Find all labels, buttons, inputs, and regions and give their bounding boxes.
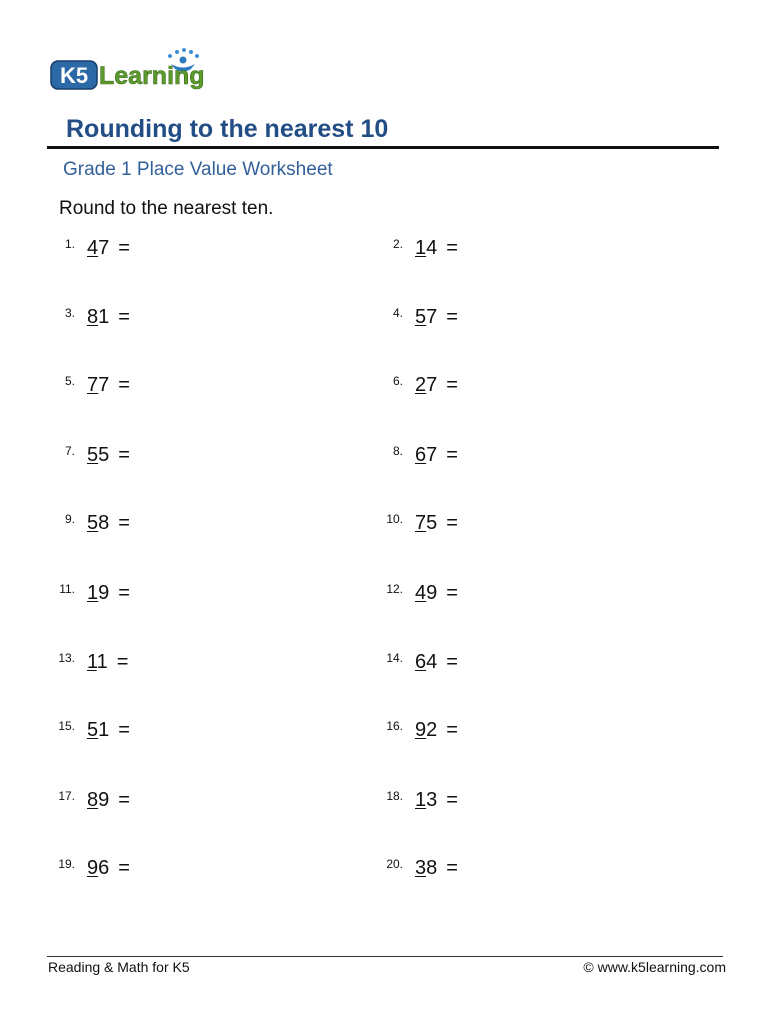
- svg-text:K5: K5: [59, 63, 89, 88]
- equals-sign: =: [446, 237, 458, 259]
- tens-digit: 5: [87, 512, 99, 534]
- ones-digit: 7: [426, 374, 438, 396]
- problem-expression: [87, 789, 130, 812]
- problem-expression: [87, 512, 130, 535]
- tens-digit: 4: [87, 237, 99, 259]
- problem-number: 14.: [386, 651, 403, 665]
- equals-sign: =: [118, 512, 130, 534]
- tens-digit: 5: [415, 306, 427, 328]
- problem-number: 18.: [386, 789, 403, 803]
- k5-learning-logo: [50, 47, 222, 97]
- problem-number: 8.: [392, 444, 403, 458]
- equals-sign: =: [446, 582, 458, 604]
- equals-sign: =: [446, 374, 458, 396]
- problem-number: 6.: [392, 374, 403, 388]
- problem-expression: [87, 651, 128, 674]
- ones-digit: 8: [426, 857, 438, 879]
- problem-number: 15.: [58, 719, 75, 733]
- problem-number: 5.: [64, 374, 75, 388]
- footer-tagline: Reading & Math for K5: [48, 959, 190, 975]
- ones-digit: 2: [426, 719, 438, 741]
- problem-number: 16.: [386, 719, 403, 733]
- page-title: Rounding to the nearest 10: [66, 115, 389, 143]
- tens-digit: 2: [415, 374, 427, 396]
- equals-sign: =: [118, 789, 130, 811]
- tens-digit: 7: [87, 374, 99, 396]
- tens-digit: 1: [87, 651, 97, 673]
- problem-number: 17.: [58, 789, 75, 803]
- problem-expression: [87, 444, 130, 467]
- instructions: Round to the nearest ten.: [59, 198, 274, 219]
- equals-sign: =: [118, 444, 130, 466]
- tens-digit: 9: [415, 719, 427, 741]
- problem-number: 4.: [392, 306, 403, 320]
- equals-sign: =: [118, 582, 130, 604]
- ones-digit: 9: [98, 582, 110, 604]
- equals-sign: =: [118, 857, 130, 879]
- problem-number: 10.: [386, 512, 403, 526]
- worksheet-subtitle: Grade 1 Place Value Worksheet: [63, 159, 333, 180]
- equals-sign: =: [446, 651, 458, 673]
- problem-expression: [87, 719, 130, 742]
- problem-number: 1.: [64, 237, 75, 251]
- ones-digit: 7: [426, 444, 438, 466]
- problem-number: 13.: [58, 651, 75, 665]
- problem-expression: [415, 306, 458, 329]
- problem-expression: [415, 857, 458, 880]
- tens-digit: 1: [415, 237, 427, 259]
- problem-expression: [415, 651, 458, 674]
- problem-expression: [87, 582, 130, 605]
- ones-digit: 3: [426, 789, 438, 811]
- problem-number: 9.: [64, 512, 75, 526]
- equals-sign: =: [118, 306, 130, 328]
- problem-expression: [415, 374, 458, 397]
- tens-digit: 7: [415, 512, 427, 534]
- title-divider: [47, 146, 719, 149]
- ones-digit: 9: [98, 789, 110, 811]
- equals-sign: =: [446, 306, 458, 328]
- ones-digit: 4: [426, 237, 438, 259]
- equals-sign: =: [116, 651, 129, 673]
- tens-digit: 4: [415, 582, 427, 604]
- problem-number: 19.: [58, 857, 75, 871]
- problem-number: 12.: [386, 582, 403, 596]
- tens-digit: 8: [87, 789, 99, 811]
- ones-digit: 5: [98, 444, 110, 466]
- problem-expression: [87, 306, 130, 329]
- svg-text:Learning: Learning: [99, 62, 205, 90]
- problem-expression: [415, 582, 458, 605]
- ones-digit: 6: [98, 857, 110, 879]
- problem-number: 20.: [386, 857, 403, 871]
- tens-digit: 6: [415, 444, 427, 466]
- equals-sign: =: [118, 374, 130, 396]
- problem-expression: [87, 374, 130, 397]
- ones-digit: 5: [426, 512, 438, 534]
- ones-digit: 7: [98, 374, 110, 396]
- problem-expression: [415, 512, 458, 535]
- equals-sign: =: [118, 719, 130, 741]
- problem-number: 2.: [392, 237, 403, 251]
- footer-copyright: © www.k5learning.com: [583, 959, 726, 975]
- equals-sign: =: [446, 789, 458, 811]
- tens-digit: 1: [415, 789, 427, 811]
- equals-sign: =: [118, 237, 130, 259]
- equals-sign: =: [446, 512, 458, 534]
- tens-digit: 9: [87, 857, 99, 879]
- ones-digit: 1: [96, 651, 108, 673]
- tens-digit: 8: [87, 306, 99, 328]
- ones-digit: 8: [98, 512, 110, 534]
- footer-divider: [47, 956, 723, 957]
- problem-number: 7.: [64, 444, 75, 458]
- problem-number: 3.: [64, 306, 75, 320]
- problem-expression: [415, 789, 458, 812]
- tens-digit: 6: [415, 651, 427, 673]
- tens-digit: 5: [87, 444, 99, 466]
- ones-digit: 1: [98, 719, 110, 741]
- tens-digit: 3: [415, 857, 427, 879]
- equals-sign: =: [446, 444, 458, 466]
- ones-digit: 7: [426, 306, 438, 328]
- problem-expression: [87, 237, 130, 260]
- tens-digit: 1: [87, 582, 99, 604]
- equals-sign: =: [446, 857, 458, 879]
- tens-digit: 5: [87, 719, 99, 741]
- problem-expression: [415, 719, 458, 742]
- k5-learning-logo-icon: [50, 47, 222, 97]
- ones-digit: 9: [426, 582, 438, 604]
- ones-digit: 7: [98, 237, 110, 259]
- equals-sign: =: [446, 719, 458, 741]
- ones-digit: 1: [98, 306, 110, 328]
- problem-expression: [415, 237, 458, 260]
- problem-expression: [87, 857, 130, 880]
- ones-digit: 4: [426, 651, 438, 673]
- problem-expression: [415, 444, 458, 467]
- problem-number: 11.: [59, 582, 75, 596]
